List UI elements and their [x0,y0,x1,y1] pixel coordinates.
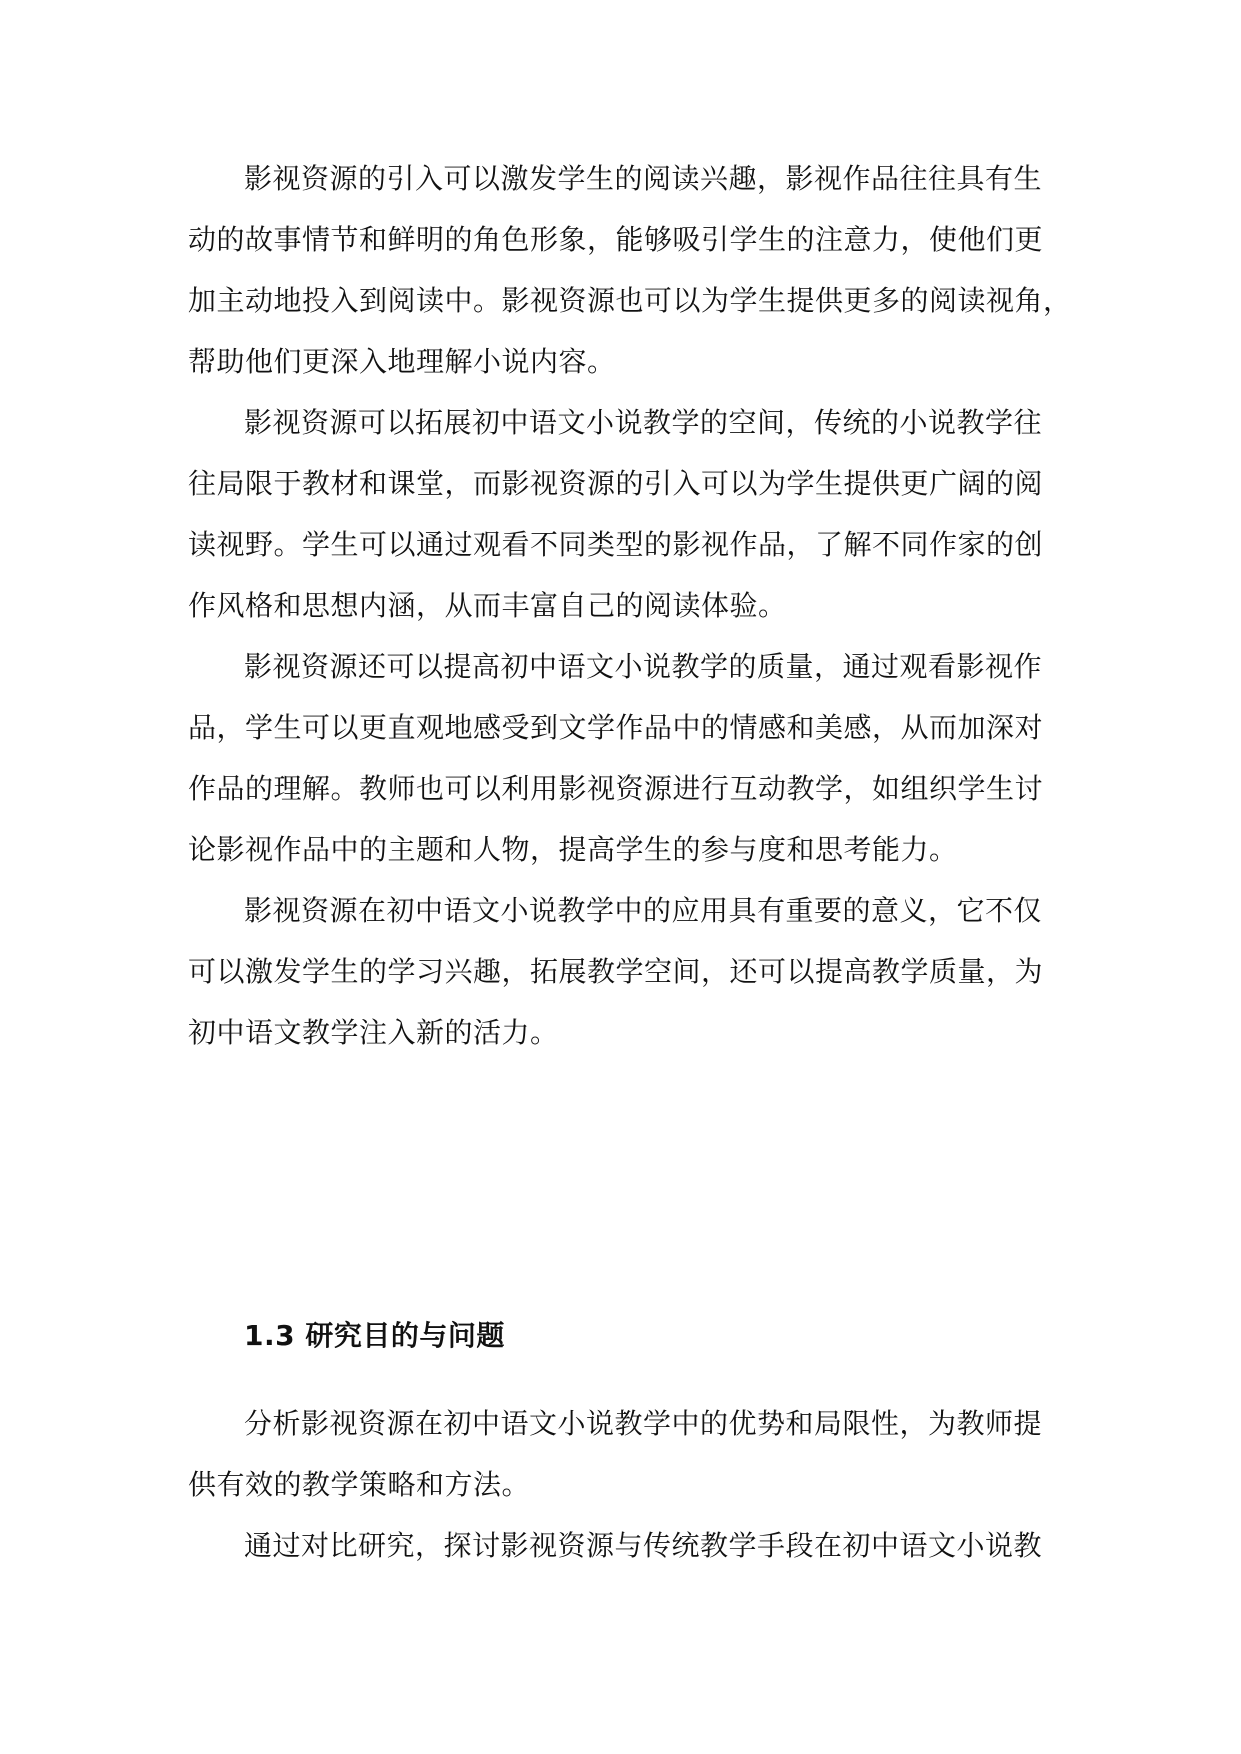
paragraph-teaching-quality [188,636,1088,880]
text-line: 作风格和思想内涵，从而丰富自己的阅读体验。 [188,589,787,622]
paragraph-comparative-study [188,1515,1088,1576]
section-heading: 1.3 研究目的与问题 [244,1319,505,1352]
text-line: 影视资源可以拓展初中语文小说教学的空间，传统的小说教学往 [244,406,1043,439]
text-line: 影视资源在初中语文小说教学中的应用具有重要的意义，它不仅 [244,894,1043,927]
text-line: 供有效的教学策略和方法。 [188,1468,531,1501]
text-line: 分析影视资源在初中语文小说教学中的优势和局限性，为教师提 [244,1407,1043,1440]
text-line: 初中语文教学注入新的活力。 [188,1016,559,1049]
text-line: 影视资源的引入可以激发学生的阅读兴趣，影视作品往往具有生 [244,162,1043,195]
text-line: 加主动地投入到阅读中。影视资源也可以为学生提供更多的阅读视角， [188,284,1072,317]
paragraph-teaching-space [188,392,1088,636]
text-line: 影视资源还可以提高初中语文小说教学的质量，通过观看影视作 [244,650,1043,683]
text-line: 品，学生可以更直观地感受到文学作品中的情感和美感，从而加深对 [188,711,1044,744]
text-line: 动的故事情节和鲜明的角色形象，能够吸引学生的注意力，使他们更 [188,223,1044,256]
body-text-bottom [188,1393,1088,1576]
paragraph-significance [188,880,1088,1063]
text-line: 帮助他们更深入地理解小说内容。 [188,345,616,378]
paragraph-analysis-purpose [188,1393,1088,1515]
body-text-top [188,148,1088,1063]
text-line: 论影视作品中的主题和人物，提高学生的参与度和思考能力。 [188,833,958,866]
text-line: 读视野。学生可以通过观看不同类型的影视作品，了解不同作家的创 [188,528,1044,561]
text-line: 通过对比研究，探讨影视资源与传统教学手段在初中语文小说教 [244,1529,1043,1562]
text-line: 可以激发学生的学习兴趣，拓展教学空间，还可以提高教学质量，为 [188,955,1044,988]
text-line: 作品的理解。教师也可以利用影视资源进行互动教学，如组织学生讨 [188,772,1044,805]
text-line: 往局限于教材和课堂，而影视资源的引入可以为学生提供更广阔的阅 [188,467,1044,500]
paragraph-film-interest [188,148,1088,392]
